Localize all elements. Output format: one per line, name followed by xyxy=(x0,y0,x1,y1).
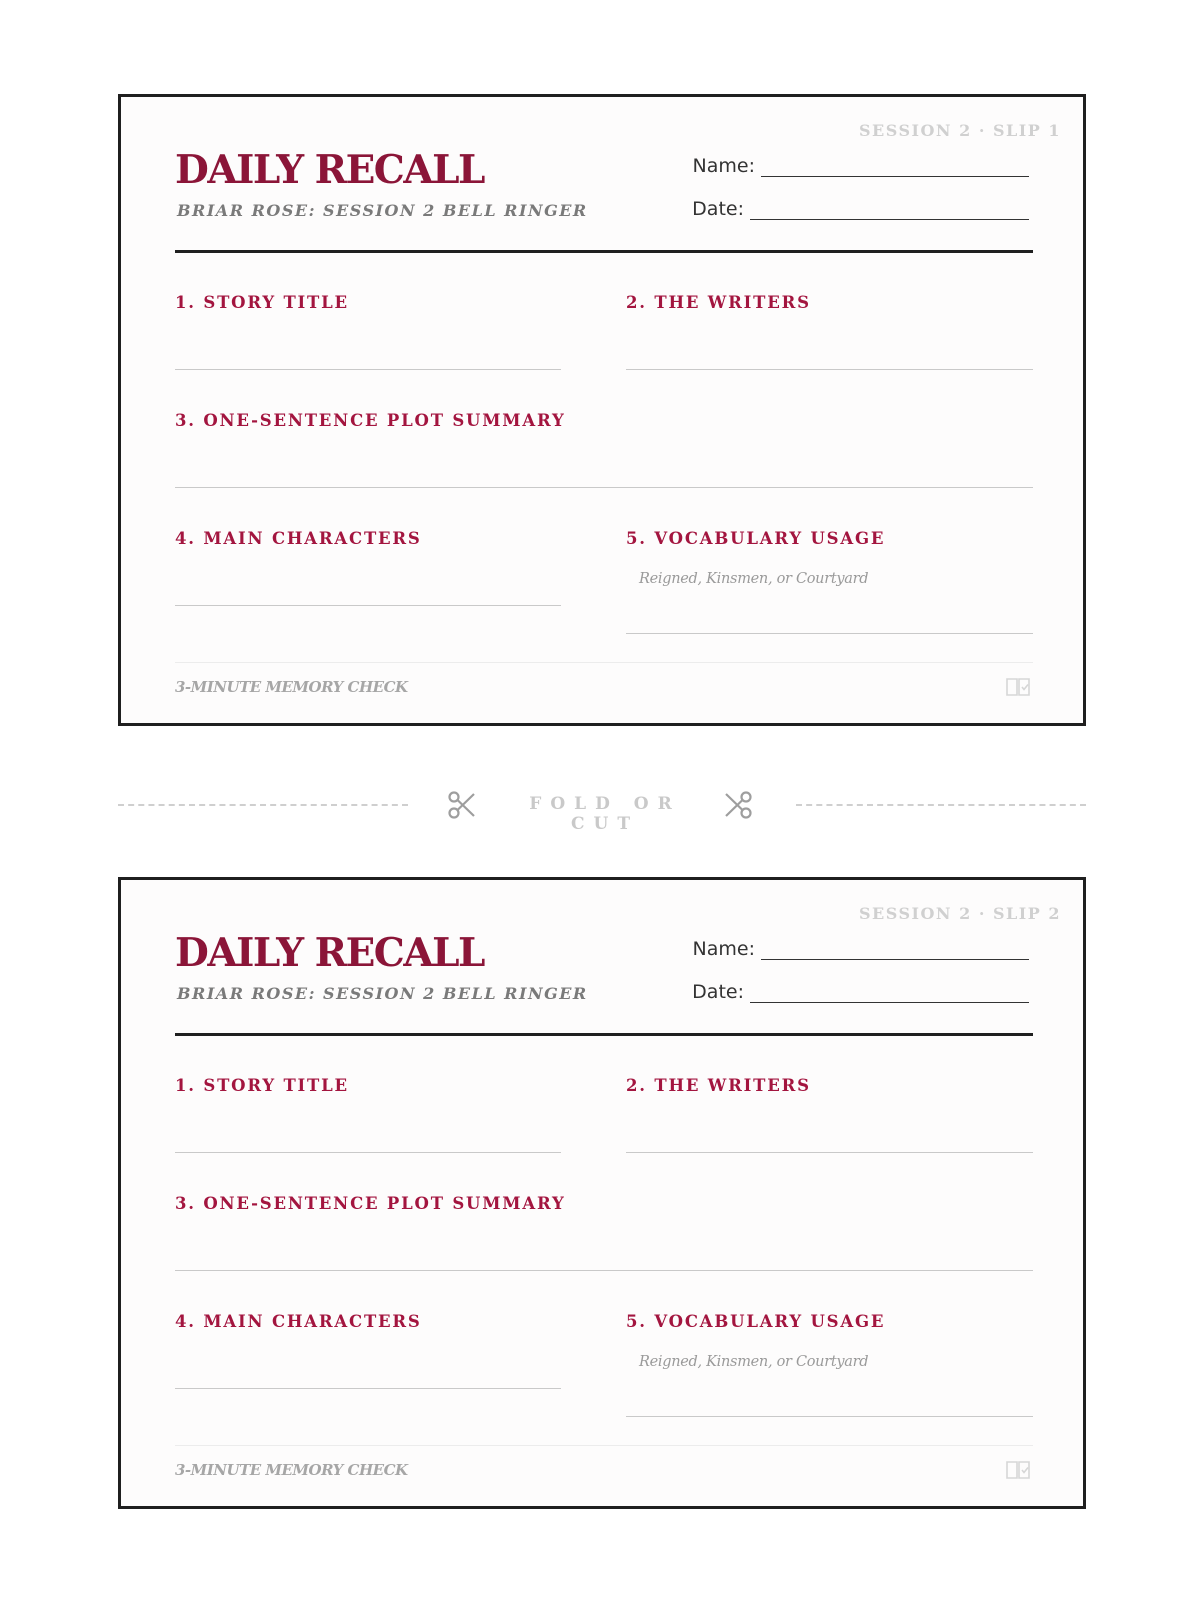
slip-title: DAILY RECALL xyxy=(175,147,484,193)
question-vocabulary: 5. VOCABULARY USAGE xyxy=(626,1312,886,1331)
date-label: Date: xyxy=(692,981,744,1003)
footer-label: 3-MINUTE MEMORY CHECK xyxy=(175,678,408,696)
answer-line-main-characters[interactable] xyxy=(175,1388,561,1389)
cut-dash-left xyxy=(118,804,408,806)
footer-divider xyxy=(175,662,1033,663)
name-field[interactable] xyxy=(693,938,1029,960)
question-story-title: 1. STORY TITLE xyxy=(175,293,349,312)
slip-subtitle: BRIAR ROSE: SESSION 2 BELL RINGER xyxy=(177,201,588,220)
footer-divider xyxy=(175,1445,1033,1446)
scissors-icon xyxy=(722,789,754,821)
date-label: Date: xyxy=(692,198,744,220)
slip-tag: SESSION 2 · SLIP 2 xyxy=(859,904,1061,923)
slip-title: DAILY RECALL xyxy=(175,930,484,976)
cut-dash-right xyxy=(796,804,1086,806)
fold-or-cut-separator xyxy=(118,785,1086,834)
answer-line-main-characters[interactable] xyxy=(175,605,561,606)
fold-or-cut-label: FOLD OR CUT xyxy=(529,794,681,834)
book-icon xyxy=(1005,676,1031,698)
date-field[interactable] xyxy=(692,198,1029,220)
answer-line-plot-summary[interactable] xyxy=(175,1270,1033,1271)
question-plot-summary: 3. ONE-SENTENCE PLOT SUMMARY xyxy=(175,1194,566,1213)
answer-line-vocabulary[interactable] xyxy=(626,1416,1033,1417)
name-label: Name: xyxy=(692,938,755,960)
answer-line-writers[interactable] xyxy=(626,369,1033,370)
recall-slip-2 xyxy=(118,877,1086,1509)
book-icon xyxy=(1005,1459,1031,1481)
answer-line-writers[interactable] xyxy=(626,1152,1033,1153)
vocabulary-hint: Reigned, Kinsmen, or Courtyard xyxy=(639,1354,869,1370)
question-story-title: 1. STORY TITLE xyxy=(175,1076,349,1095)
scissors-icon xyxy=(446,789,478,821)
date-blank[interactable] xyxy=(750,201,1029,220)
header-divider xyxy=(175,1033,1033,1036)
recall-slip-1 xyxy=(118,94,1086,726)
date-field[interactable] xyxy=(692,981,1029,1003)
question-vocabulary: 5. VOCABULARY USAGE xyxy=(626,529,886,548)
answer-line-story-title[interactable] xyxy=(175,1152,561,1153)
name-blank[interactable] xyxy=(761,158,1029,177)
question-plot-summary: 3. ONE-SENTENCE PLOT SUMMARY xyxy=(175,411,566,430)
answer-line-vocabulary[interactable] xyxy=(626,633,1033,634)
answer-line-plot-summary[interactable] xyxy=(175,487,1033,488)
question-main-characters: 4. MAIN CHARACTERS xyxy=(175,1312,422,1331)
name-field[interactable] xyxy=(693,155,1029,177)
name-blank[interactable] xyxy=(761,941,1029,960)
question-writers: 2. THE WRITERS xyxy=(626,1076,811,1095)
date-blank[interactable] xyxy=(750,984,1029,1003)
slip-subtitle: BRIAR ROSE: SESSION 2 BELL RINGER xyxy=(177,984,588,1003)
header-divider xyxy=(175,250,1033,253)
name-label: Name: xyxy=(692,155,755,177)
slip-tag: SESSION 2 · SLIP 1 xyxy=(859,121,1061,140)
footer-label: 3-MINUTE MEMORY CHECK xyxy=(175,1461,408,1479)
answer-line-story-title[interactable] xyxy=(175,369,561,370)
question-writers: 2. THE WRITERS xyxy=(626,293,811,312)
question-main-characters: 4. MAIN CHARACTERS xyxy=(175,529,422,548)
vocabulary-hint: Reigned, Kinsmen, or Courtyard xyxy=(639,571,869,587)
